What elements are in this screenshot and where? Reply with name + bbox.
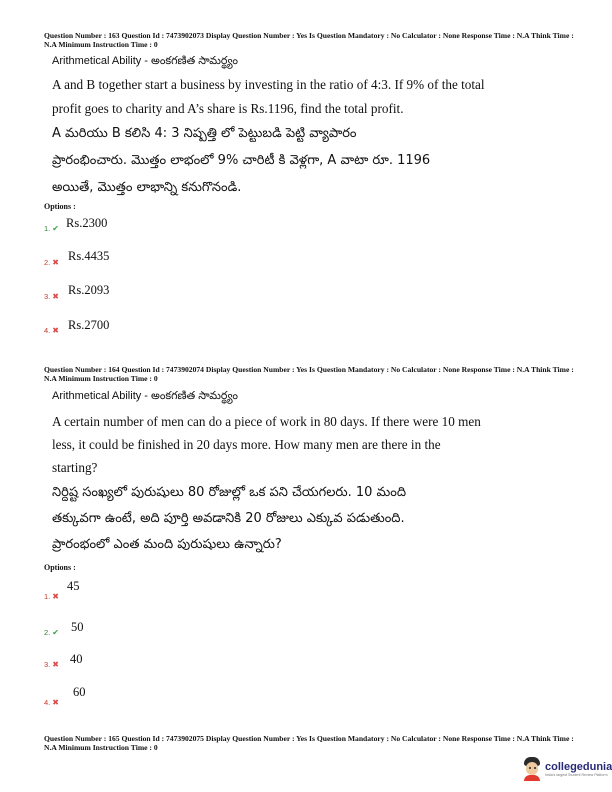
wrong-cross-icon: ✖	[52, 326, 59, 335]
question-text-telugu-line: A మరియు B కలిసి 4: 3 నిష్పత్తి లో పెట్టుబడి పెట్టి వ్యాపారం	[52, 126, 357, 141]
question-text-line: less, it could be finished in 20 days more. How many men are there in the	[52, 437, 441, 452]
question-text-telugu-line: అయితే, మొత్తం లాభాన్ని కనుగొనండి.	[52, 180, 242, 195]
question-text-telugu-line: ప్రారంభంలో ఎంత మంది పురుషులు ఉన్నారు?	[52, 537, 282, 552]
question-header: Question Number : 165 Question Id : 7473902075 Display Question Number : Yes Is Question Mandatory : No Calculator : None Response Time : N.A Think Time : N.A Minimum Instruction Time : 0	[44, 734, 574, 753]
option-text: 60	[73, 685, 86, 699]
subject-label: Arithmetical Ability - అంకగణిత సామర్థ్యం	[52, 390, 239, 402]
option-number: 3. ✖	[44, 660, 59, 669]
subject-label: Arithmetical Ability - అంకగణిత సామర్థ్యం	[52, 55, 239, 67]
question-text-line: A certain number of men can do a piece of work in 80 days. If there were 10 men	[52, 414, 481, 429]
question-text-telugu-line: ప్రారంభించారు. మొత్తం లాభంలో 9% చారిటీ కి వెళ్లగా, A వాటా రూ. 1196	[52, 153, 431, 168]
wrong-cross-icon: ✖	[52, 592, 59, 601]
option-text: Rs.2093	[68, 283, 110, 297]
wrong-cross-icon: ✖	[52, 292, 59, 301]
option-number: 4. ✖	[44, 326, 59, 335]
question-header: Question Number : 163 Question Id : 7473902073 Display Question Number : Yes Is Question Mandatory : No Calculator : None Response Time : N.A Think Time : N.A Minimum Instruction Time : 0	[44, 31, 574, 50]
question-header: Question Number : 164 Question Id : 7473902074 Display Question Number : Yes Is Question Mandatory : No Calculator : None Response Time : N.A Think Time : N.A Minimum Instruction Time : 0	[44, 365, 574, 384]
question-text-telugu-line: తక్కువగా ఉంటే, అది పూర్తి అవడానికి 20 రోజులు ఎక్కువ పడుతుంది.	[52, 511, 405, 526]
option-number: 1. ✖	[44, 592, 59, 601]
option-text: Rs.2300	[66, 216, 108, 230]
correct-check-icon: ✔	[52, 224, 59, 233]
option-text: 40	[70, 652, 83, 666]
option-text: Rs.4435	[68, 249, 110, 263]
option-number: 4. ✖	[44, 698, 59, 707]
options-label: Options :	[44, 563, 76, 572]
option-text: 50	[71, 620, 84, 634]
option-text: Rs.2700	[68, 318, 110, 332]
mascot-icon	[522, 757, 542, 781]
correct-check-icon: ✔	[52, 628, 59, 637]
options-label: Options :	[44, 202, 76, 211]
question-text-line: starting?	[52, 460, 98, 475]
logo-tagline: India's largest Student Review Platform	[545, 772, 608, 777]
option-number: 2. ✔	[44, 628, 59, 637]
wrong-cross-icon: ✖	[52, 660, 59, 669]
question-text-telugu-line: నిర్దిష్ట సంఖ్యలో పురుషులు 80 రోజుల్లో ఒక పని చేయగలరు. 10 మంది	[52, 485, 407, 500]
question-text-line: profit goes to charity and A’s share is Rs.1196, find the total profit.	[52, 101, 404, 116]
logo-name: collegedunia	[545, 760, 612, 773]
option-number: 2. ✖	[44, 258, 59, 267]
collegedunia-logo	[522, 757, 612, 781]
option-number: 1. ✔	[44, 224, 59, 233]
option-number: 3. ✖	[44, 292, 59, 301]
wrong-cross-icon: ✖	[52, 698, 59, 707]
option-text: 45	[67, 579, 80, 593]
wrong-cross-icon: ✖	[52, 258, 59, 267]
question-text-line: A and B together start a business by investing in the ratio of 4:3. If 9% of the total	[52, 77, 485, 92]
